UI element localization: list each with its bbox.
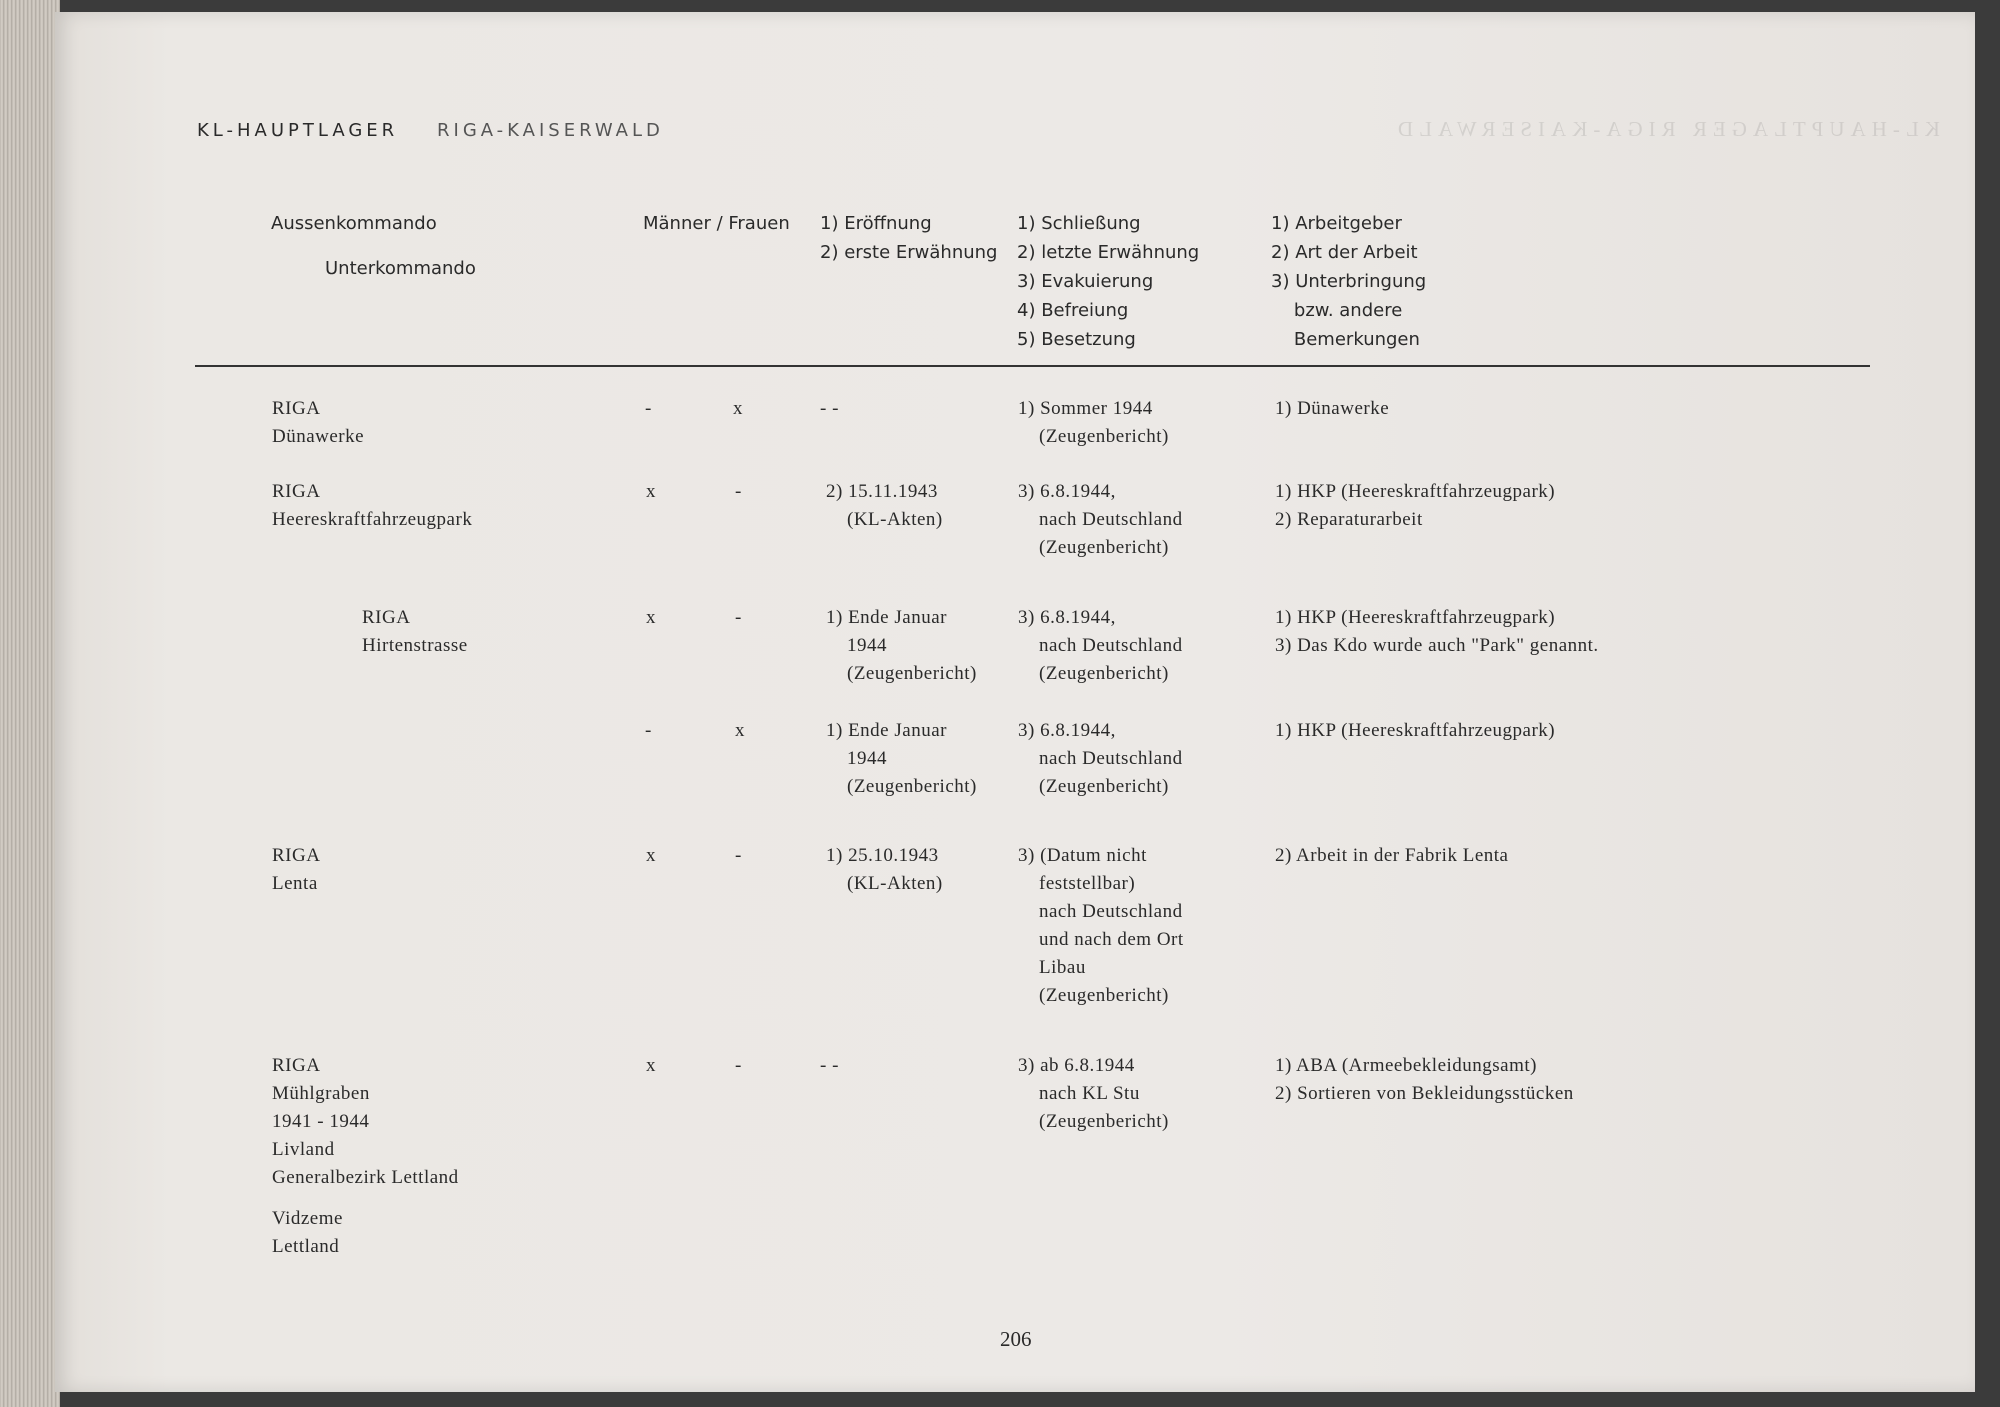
closing-info: 3) 6.8.1944, nach Deutschland (Zeugenbericht) <box>1018 720 1183 797</box>
closing-info: 3) 6.8.1944, nach Deutschland (Zeugenbericht) <box>1018 607 1183 684</box>
work-info: 1) HKP (Heereskraftfahrzeugpark) <box>1275 720 1556 741</box>
women-marker: x <box>733 398 743 419</box>
women-marker: x <box>735 720 745 741</box>
work-info: 1) Dünawerke <box>1275 398 1390 419</box>
closing-info: 3) ab 6.8.1944 nach KL Stu (Zeugenbericht) <box>1018 1055 1169 1132</box>
opening-info: 1) 25.10.1943 (KL-Akten) <box>826 845 943 894</box>
column-header-unterkommando: Unterkommando <box>325 258 476 279</box>
work-info: 1) HKP (Heereskraftfahrzeugpark) 2) Reparaturarbeit <box>1275 481 1556 530</box>
kommando-name: RIGA Hirtenstrasse <box>362 607 468 656</box>
kommando-region: Vidzeme Lettland <box>272 1208 343 1257</box>
work-info: 2) Arbeit in der Fabrik Lenta <box>1275 845 1509 866</box>
opening-info: 1) Ende Januar 1944 (Zeugenbericht) <box>826 607 977 684</box>
women-marker: - <box>735 481 742 502</box>
kommando-name: RIGA Heereskraftfahrzeugpark <box>272 481 473 530</box>
column-header-eroeffnung: 1) Eröffnung 2) erste Erwähnung <box>820 213 998 263</box>
page-title-right: RIGA-KAISERWALD <box>437 120 664 141</box>
women-marker: - <box>735 845 742 866</box>
bleed-through-text: KL-HAUPTLAGER RIGA-KAISERWALD <box>1392 117 1940 141</box>
men-marker: x <box>646 845 656 866</box>
kommando-name: RIGA Mühlgraben 1941 - 1944 Livland Generalbezirk Lettland <box>272 1055 459 1188</box>
kommando-name: RIGA Dünawerke <box>272 398 365 447</box>
kommando-name: RIGA Lenta <box>272 845 321 894</box>
men-marker: x <box>646 607 656 628</box>
page-number: 206 <box>1000 1327 1032 1351</box>
work-info: 1) HKP (Heereskraftfahrzeugpark) 3) Das Kdo wurde auch "Park" genannt. <box>1275 607 1599 656</box>
header-divider <box>195 365 1870 367</box>
closing-info: 3) 6.8.1944, nach Deutschland (Zeugenbericht) <box>1018 481 1183 558</box>
women-marker: - <box>735 607 742 628</box>
men-marker: - <box>645 720 652 741</box>
opening-info: 1) Ende Januar 1944 (Zeugenbericht) <box>826 720 977 797</box>
opening-info: 2) 15.11.1943 (KL-Akten) <box>826 481 943 530</box>
book-page-edges <box>0 0 60 1407</box>
column-header-arbeit: 1) Arbeitgeber 2) Art der Arbeit 3) Unterbringung bzw. andere Bemerkungen <box>1271 213 1427 350</box>
women-marker: - <box>735 1055 742 1076</box>
closing-info: 1) Sommer 1944 (Zeugenbericht) <box>1018 398 1169 447</box>
column-header-maenner-frauen: Männer / Frauen <box>643 213 790 234</box>
men-marker: x <box>646 481 656 502</box>
column-header-aussenkommando: Aussenkommando <box>271 213 437 234</box>
work-info: 1) ABA (Armeebekleidungsamt) 2) Sortieren von Bekleidungsstücken <box>1275 1055 1574 1104</box>
men-marker: - <box>645 398 652 419</box>
closing-info: 3) (Datum nicht feststellbar) nach Deutschland und nach dem Ort Libau (Zeugenbericht) <box>1018 845 1184 1006</box>
column-header-schliessung: 1) Schließung 2) letzte Erwähnung 3) Evakuierung 4) Befreiung 5) Besetzung <box>1017 213 1200 350</box>
men-marker: x <box>646 1055 656 1076</box>
page-title-left: KL-HAUPTLAGER <box>197 120 399 141</box>
opening-info: - - <box>820 1055 839 1076</box>
opening-info: - - <box>820 398 839 419</box>
